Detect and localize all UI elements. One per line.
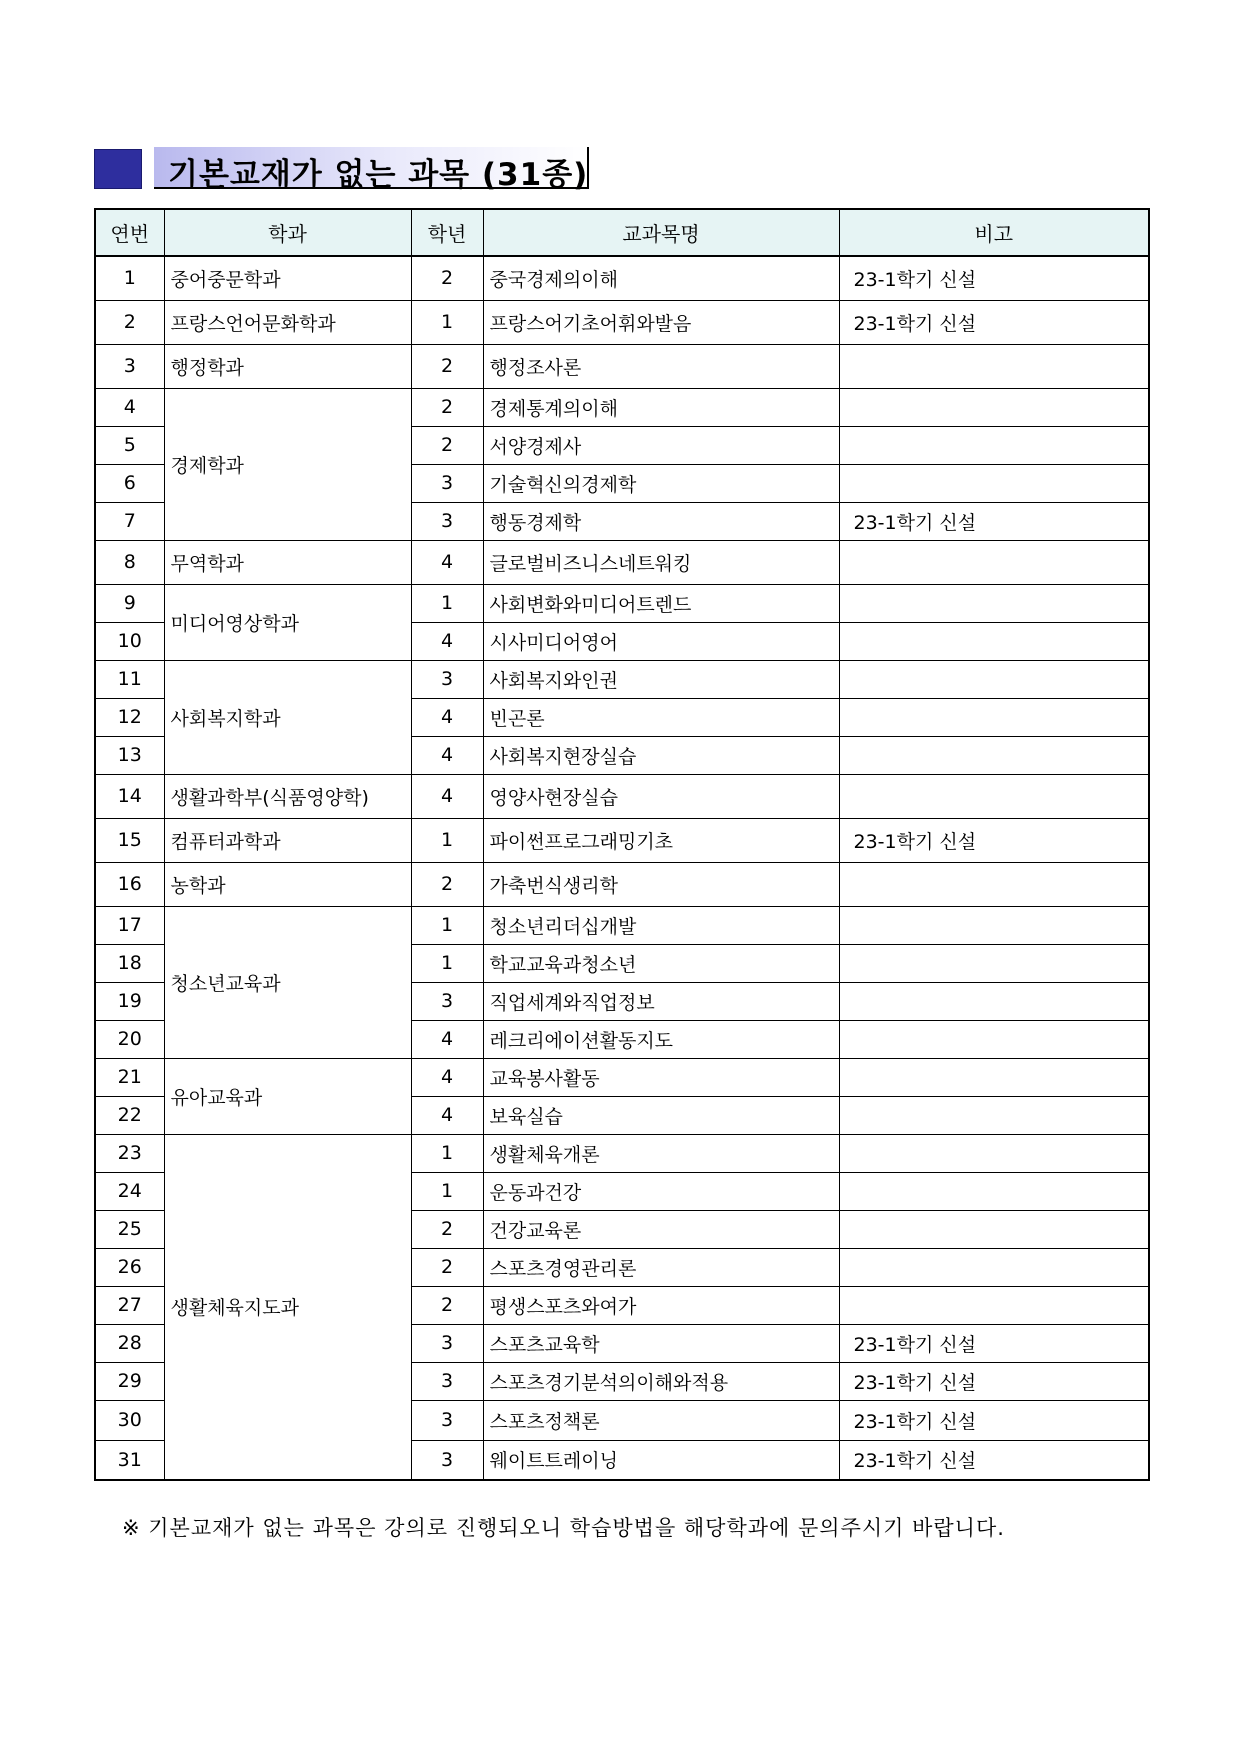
cell-year: 3 <box>411 1400 483 1440</box>
cell-dept: 컴퓨터과학과 <box>164 818 411 862</box>
cell-year: 3 <box>411 1362 483 1400</box>
cell-year: 3 <box>411 502 483 540</box>
cell-year: 1 <box>411 1134 483 1172</box>
cell-course: 가축번식생리학 <box>483 862 839 906</box>
cell-no: 11 <box>95 660 164 698</box>
cell-note: 23-1학기 신설 <box>839 256 1149 300</box>
cell-no: 24 <box>95 1172 164 1210</box>
cell-course: 스포츠경기분석의이해와적용 <box>483 1362 839 1400</box>
cell-note <box>839 1248 1149 1286</box>
cell-year: 4 <box>411 1020 483 1058</box>
table-row <box>95 862 1149 906</box>
cell-no: 26 <box>95 1248 164 1286</box>
cell-note <box>839 906 1149 944</box>
footnote: ※ 기본교재가 없는 과목은 강의로 진행되오니 학습방법을 해당학과에 문의주시기 바랍니다. <box>122 1516 1005 1540</box>
cell-dept: 행정학과 <box>164 344 411 388</box>
cell-course: 기술혁신의경제학 <box>483 464 839 502</box>
cell-course: 경제통계의이해 <box>483 388 839 426</box>
cell-course: 파이썬프로그래밍기초 <box>483 818 839 862</box>
cell-year: 1 <box>411 1172 483 1210</box>
cell-no: 12 <box>95 698 164 736</box>
cell-note: 23-1학기 신설 <box>839 502 1149 540</box>
cell-no: 10 <box>95 622 164 660</box>
header-course: 교과목명 <box>483 209 839 256</box>
cell-dept: 중어중문학과 <box>164 256 411 300</box>
cell-course: 교육봉사활동 <box>483 1058 839 1096</box>
cell-no: 13 <box>95 736 164 774</box>
cell-note <box>839 1172 1149 1210</box>
table-row <box>95 256 1149 300</box>
header-no: 연번 <box>95 209 164 256</box>
table-row <box>95 906 1149 944</box>
cell-course: 보육실습 <box>483 1096 839 1134</box>
cell-note <box>839 1020 1149 1058</box>
cell-course: 스포츠정책론 <box>483 1400 839 1440</box>
table-row <box>95 344 1149 388</box>
cell-course: 서양경제사 <box>483 426 839 464</box>
cell-note <box>839 464 1149 502</box>
cell-note <box>839 982 1149 1020</box>
cell-year: 3 <box>411 1440 483 1480</box>
cell-note <box>839 862 1149 906</box>
cell-year: 2 <box>411 426 483 464</box>
cell-dept: 생활체육지도과 <box>164 1134 411 1480</box>
cell-year: 1 <box>411 300 483 344</box>
cell-note <box>839 1134 1149 1172</box>
cell-course: 빈곤론 <box>483 698 839 736</box>
cell-dept: 사회복지학과 <box>164 660 411 774</box>
page-title-block <box>94 147 614 191</box>
cell-course: 프랑스어기초어휘와발음 <box>483 300 839 344</box>
title-bar <box>154 147 589 193</box>
cell-note: 23-1학기 신설 <box>839 818 1149 862</box>
title-square-marker <box>94 149 142 189</box>
cell-year: 4 <box>411 698 483 736</box>
table-row <box>95 774 1149 818</box>
cell-course: 운동과건강 <box>483 1172 839 1210</box>
cell-no: 14 <box>95 774 164 818</box>
cell-no: 21 <box>95 1058 164 1096</box>
cell-dept: 유아교육과 <box>164 1058 411 1134</box>
cell-no: 7 <box>95 502 164 540</box>
cell-course: 학교교육과청소년 <box>483 944 839 982</box>
cell-no: 20 <box>95 1020 164 1058</box>
cell-note <box>839 1096 1149 1134</box>
header-dept: 학과 <box>164 209 411 256</box>
cell-year: 4 <box>411 540 483 584</box>
header-year: 학년 <box>411 209 483 256</box>
cell-no: 25 <box>95 1210 164 1248</box>
course-table <box>94 208 1150 1481</box>
cell-no: 4 <box>95 388 164 426</box>
cell-dept: 생활과학부(식품영양학) <box>164 774 411 818</box>
cell-year: 1 <box>411 906 483 944</box>
cell-year: 2 <box>411 1210 483 1248</box>
cell-year: 2 <box>411 388 483 426</box>
cell-course: 글로벌비즈니스네트워킹 <box>483 540 839 584</box>
cell-year: 1 <box>411 818 483 862</box>
cell-course: 스포츠경영관리론 <box>483 1248 839 1286</box>
cell-note <box>839 388 1149 426</box>
table-row <box>95 660 1149 698</box>
cell-course: 행동경제학 <box>483 502 839 540</box>
cell-no: 22 <box>95 1096 164 1134</box>
cell-no: 30 <box>95 1400 164 1440</box>
cell-course: 생활체육개론 <box>483 1134 839 1172</box>
cell-dept: 농학과 <box>164 862 411 906</box>
cell-course: 시사미디어영어 <box>483 622 839 660</box>
cell-course: 행정조사론 <box>483 344 839 388</box>
table-row <box>95 1134 1149 1172</box>
cell-no: 27 <box>95 1286 164 1324</box>
cell-year: 4 <box>411 622 483 660</box>
cell-note: 23-1학기 신설 <box>839 1400 1149 1440</box>
cell-no: 2 <box>95 300 164 344</box>
cell-no: 5 <box>95 426 164 464</box>
cell-year: 1 <box>411 944 483 982</box>
cell-note <box>839 1286 1149 1324</box>
cell-note <box>839 736 1149 774</box>
header-row <box>95 209 1149 256</box>
cell-note <box>839 660 1149 698</box>
cell-dept: 무역학과 <box>164 540 411 584</box>
cell-course: 중국경제의이해 <box>483 256 839 300</box>
cell-note: 23-1학기 신설 <box>839 1324 1149 1362</box>
cell-no: 1 <box>95 256 164 300</box>
cell-no: 29 <box>95 1362 164 1400</box>
cell-course: 직업세계와직업정보 <box>483 982 839 1020</box>
table-row <box>95 818 1149 862</box>
cell-no: 28 <box>95 1324 164 1362</box>
header-note: 비고 <box>839 209 1149 256</box>
cell-note: 23-1학기 신설 <box>839 300 1149 344</box>
cell-no: 18 <box>95 944 164 982</box>
cell-dept: 프랑스언어문화학과 <box>164 300 411 344</box>
cell-note <box>839 774 1149 818</box>
cell-no: 17 <box>95 906 164 944</box>
cell-year: 3 <box>411 982 483 1020</box>
cell-year: 2 <box>411 344 483 388</box>
cell-note <box>839 426 1149 464</box>
cell-no: 23 <box>95 1134 164 1172</box>
cell-course: 건강교육론 <box>483 1210 839 1248</box>
table-row <box>95 388 1149 426</box>
cell-course: 평생스포츠와여가 <box>483 1286 839 1324</box>
cell-year: 4 <box>411 736 483 774</box>
cell-year: 2 <box>411 1248 483 1286</box>
cell-note <box>839 698 1149 736</box>
cell-note <box>839 1210 1149 1248</box>
cell-course: 웨이트트레이닝 <box>483 1440 839 1480</box>
cell-no: 3 <box>95 344 164 388</box>
table-row <box>95 1058 1149 1096</box>
cell-note <box>839 344 1149 388</box>
cell-dept: 경제학과 <box>164 388 411 540</box>
cell-course: 스포츠교육학 <box>483 1324 839 1362</box>
cell-note: 23-1학기 신설 <box>839 1362 1149 1400</box>
cell-year: 1 <box>411 584 483 622</box>
cell-course: 레크리에이션활동지도 <box>483 1020 839 1058</box>
cell-note <box>839 540 1149 584</box>
cell-no: 16 <box>95 862 164 906</box>
cell-year: 3 <box>411 660 483 698</box>
cell-year: 3 <box>411 1324 483 1362</box>
cell-course: 영양사현장실습 <box>483 774 839 818</box>
cell-course: 사회변화와미디어트렌드 <box>483 584 839 622</box>
cell-year: 3 <box>411 464 483 502</box>
cell-note: 23-1학기 신설 <box>839 1440 1149 1480</box>
cell-no: 9 <box>95 584 164 622</box>
cell-year: 4 <box>411 1096 483 1134</box>
cell-year: 4 <box>411 1058 483 1096</box>
table-row <box>95 540 1149 584</box>
cell-course: 사회복지와인권 <box>483 660 839 698</box>
cell-note <box>839 622 1149 660</box>
cell-year: 2 <box>411 862 483 906</box>
page-title: 기본교재가 없는 과목 (31종) <box>168 157 589 193</box>
cell-year: 4 <box>411 774 483 818</box>
cell-no: 15 <box>95 818 164 862</box>
cell-no: 31 <box>95 1440 164 1480</box>
cell-no: 8 <box>95 540 164 584</box>
cell-note <box>839 584 1149 622</box>
cell-course: 사회복지현장실습 <box>483 736 839 774</box>
cell-year: 2 <box>411 1286 483 1324</box>
cell-dept: 미디어영상학과 <box>164 584 411 660</box>
cell-note <box>839 1058 1149 1096</box>
cell-no: 19 <box>95 982 164 1020</box>
cell-no: 6 <box>95 464 164 502</box>
cell-dept: 청소년교육과 <box>164 906 411 1058</box>
table-row <box>95 584 1149 622</box>
cell-year: 2 <box>411 256 483 300</box>
table-row <box>95 300 1149 344</box>
cell-course: 청소년리더십개발 <box>483 906 839 944</box>
cell-note <box>839 944 1149 982</box>
